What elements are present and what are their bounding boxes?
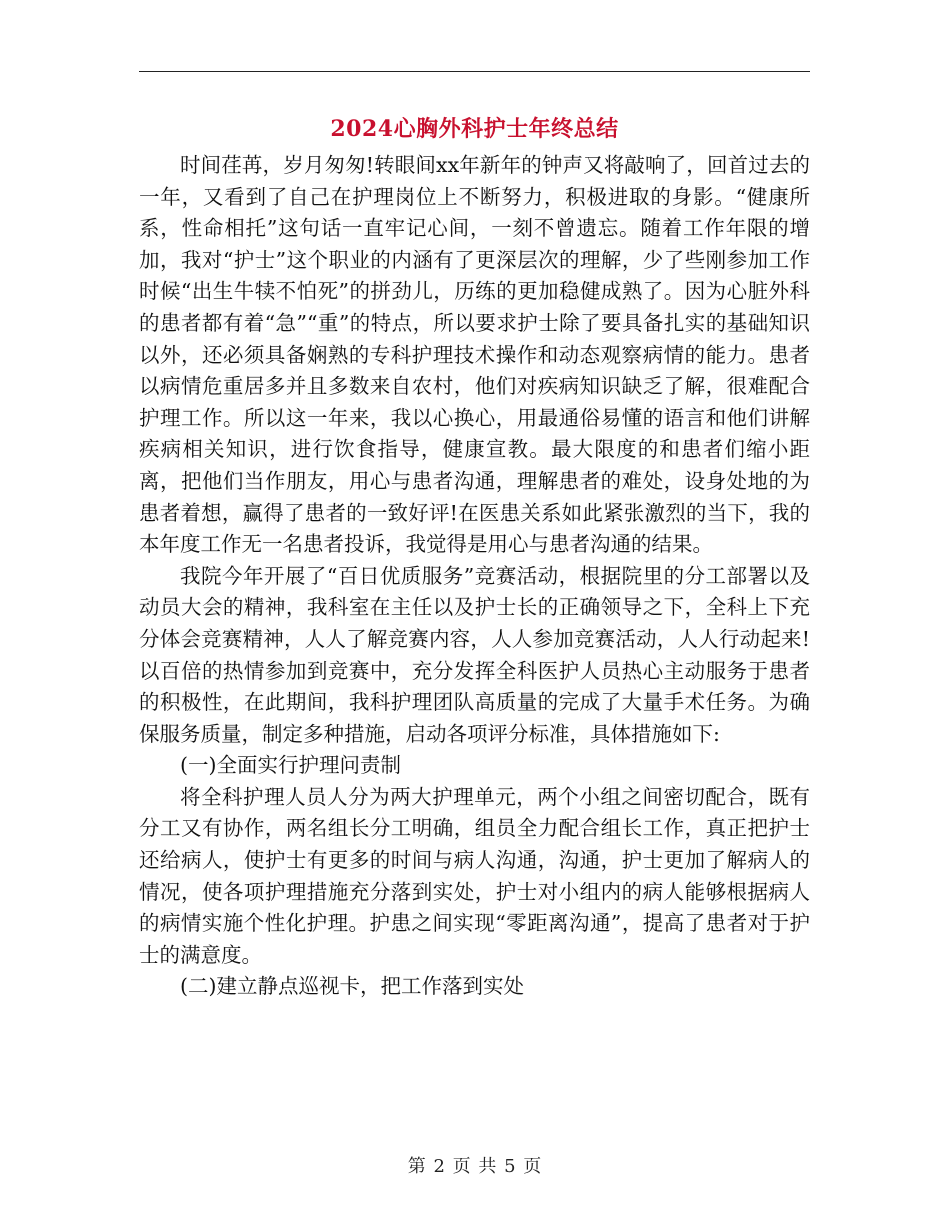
document-title: 2024心胸外科护士年终总结: [330, 116, 619, 142]
paragraph-competition: 我院今年开展了“百日优质服务”竞赛活动，根据院里的分工部署以及动员大会的精神，我科室在主任以及护士长的正确领导之下，全科上下充分体会竞赛精神，人人了解竞赛内容，人人参加竞赛活动，人人行动起来!以百倍的热情参加到竞赛中，充分发挥全科医护人员热心主动服务于患者的积极性，在此期间，我科护理团队高质量的完成了大量手术任务。为确保服务质量，制定多种措施，启动各项评分标准，具体措施如下:: [139, 563, 810, 746]
document-body: [139, 150, 810, 1003]
paragraph-accountability: 将全科护理人员人分为两大护理单元，两个小组之间密切配合，既有分工又有协作，两名组长分工明确，组员全力配合组长工作，真正把护士还给病人，使护士有更多的时间与病人沟通，沟通，护士更加了解病人的情况，使各项护理措施充分落到实处，护士对小组内的病人能够根据病人的病情实施个性化护理。护患之间实现“零距离沟通”，提高了患者对于护士的满意度。: [139, 784, 810, 967]
page-number: 第 2 页 共 5 页: [407, 1156, 543, 1177]
section-heading-1: (一)全面实行护理问责制: [180, 753, 401, 778]
section-heading-2: (二)建立静点巡视卡，把工作落到实处: [180, 974, 524, 999]
paragraph-intro: 时间荏苒，岁月匆匆!转眼间xx年新年的钟声又将敲响了，回首过去的一年，又看到了自己在护理岗位上不断努力，积极进取的身影。“健康所系，性命相托”这句话一直牢记心间，一刻不曾遗忘。随着工作年限的增加，我对“护士”这个职业的内涵有了更深层次的理解，少了些刚参加工作时候“出生牛犊不怕死”的拼劲儿，历练的更加稳健成熟了。因为心脏外科的患者都有着“急”“重”的特点，所以要求护士除了要具备扎实的基础知识以外，还必须具备娴熟的专科护理技术操作和动态观察病情的能力。患者以病情危重居多并且多数来自农村，他们对疾病知识缺乏了解，很难配合护理工作。所以这一年来，我以心换心，用最通俗易懂的语言和他们讲解疾病相关知识，进行饮食指导，健康宣教。最大限度的和患者们缩小距离，把他们当作朋友，用心与患者沟通，理解患者的难处，设身处地的为患者着想，赢得了患者的一致好评!在医患关系如此紧张激烈的当下，我的本年度工作无一名患者投诉，我觉得是用心与患者沟通的结果。: [139, 153, 810, 557]
header-rule: [139, 71, 810, 72]
